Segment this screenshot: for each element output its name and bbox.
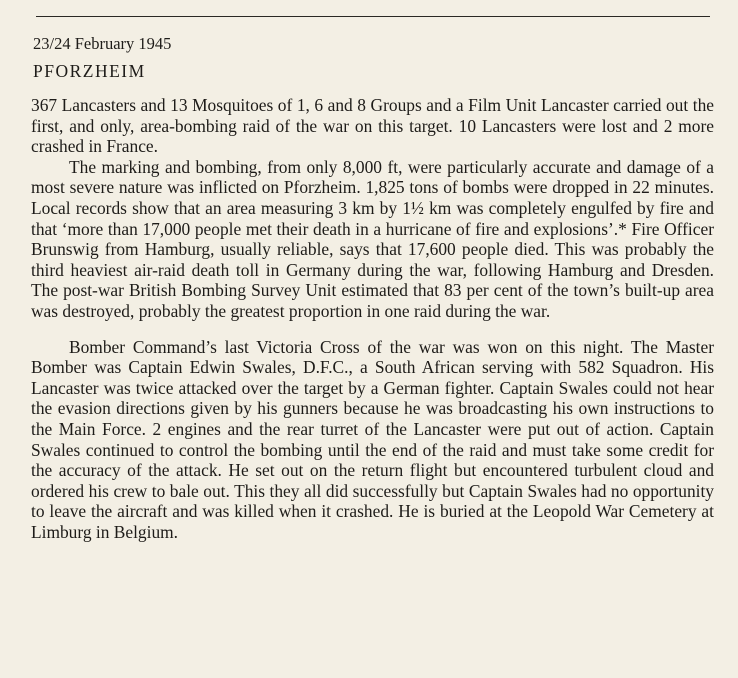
entry-body [31,95,714,542]
top-rule [36,16,710,17]
entry-date: 23/24 February 1945 [33,34,172,53]
paragraph-bombing-damage: The marking and bombing, from only 8,000 ft, were particularly accurate and damage of a most severe nature was inflicted on Pforzheim. 1,825 tons of bombs were dropped in 22 minutes. Local records show that an area measuring 3 km by 1½ km was completely engulfed by fire and that ‘more than 17,000 people met their death in a hurricane of fire and explosions’.* Fire Officer Brunswig from Hamburg, usually reliable, says that 17,600 people died. This was probably the third heaviest air-raid death toll in Germany during the war, following Hamburg and Dresden. The post-war British Bombing Survey Unit estimated that 83 per cent of the town’s built-up area was destroyed, probably the greatest proportion in one raid during the war. [31,156,714,321]
entry-title: PFORZHEIM [33,61,146,81]
paragraph-raid-summary: 367 Lancasters and 13 Mosquitoes of 1, 6 and 8 Groups and a Film Unit Lancaster carried out the first, and only, area-bombing raid of the war on this target. 10 Lancasters were lost and 2 more crashed in France. [31,95,714,157]
paragraph-victoria-cross: Bomber Command’s last Victoria Cross of the war was won on this night. The Master Bomber was Captain Edwin Swales, D.F.C., a South African serving with 582 Squadron. His Lancaster was twice attacked over the target by a German fighter. Captain Swales could not hear the evasion directions given by his gunners because he was broadcasting his own instructions to the Main Force. 2 engines and the rear turret of the Lancaster were put out of action. Captain Swales continued to control the bombing until the end of the raid and must take some credit for the accuracy of the attack. He set out on the return flight but encountered turbulent cloud and ordered his crew to bale out. This they all did successfully but Captain Swales had no opportunity to leave the aircraft and was killed when it crashed. He is buried at the Leopold War Cemetery at Limburg in Belgium. [31,336,714,542]
